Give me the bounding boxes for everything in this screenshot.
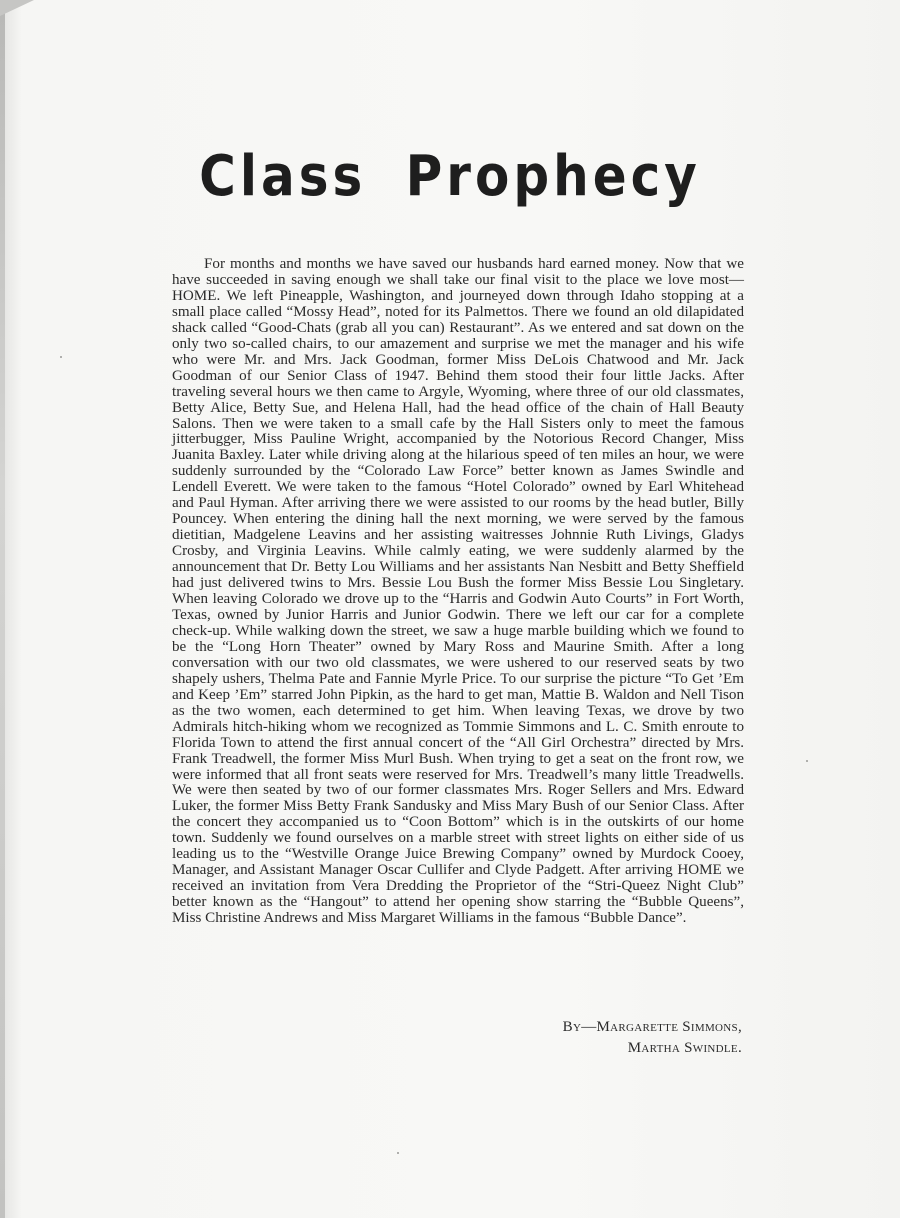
page-title: Class Prophecy <box>199 143 701 209</box>
author-name-1: By—Margarette Simmons, <box>562 1019 742 1035</box>
paper-speck <box>806 760 808 762</box>
paper-speck <box>397 1152 399 1154</box>
author-name-2: Martha Swindle. <box>627 1040 742 1056</box>
page-corner-fold <box>0 0 34 16</box>
author-line-1 <box>460 1019 742 1036</box>
paper-speck <box>60 356 62 358</box>
author-line-2 <box>460 1040 742 1057</box>
prophecy-body-text: For months and months we have saved our husbands hard earned money. Now that we have succeeded in saving enough we shall take our final visit to the place we love most—HOME. We left Pineapple, Washington, and journeyed down through Idaho stopping at a small place called “Mossy Head”, noted for its Palmettos. There we found an old dilapidated shack called “Good-Chats (grab all you can) Restaurant”. As we entered and sat down on the only two so-called chairs, to our amazement and surprise we met the manager and his wife who were Mr. and Mrs. Jack Goodman, former Miss DeLois Chatwood and Mr. Jack Goodman of our Senior Class of 1947. Behind them stood their four little Jacks. After traveling several hours we then came to Argyle, Wyoming, where three of our old classmates, Betty Alice, Betty Sue, and Helena Hall, had the head office of the chain of Hall Beauty Salons. Then we were taken to a small cafe by the Hall Sisters only to meet the famous jitterbugger, Miss Pauline Wright, accompanied by the Notorious Record Changer, Miss Juanita Baxley. Later while driving along at the hilarious speed of ten miles an hour, we were suddenly surrounded by the “Colorado Law Force” better known as James Swindle and Lendell Everett. We were taken to the famous “Hotel Colorado” owned by Earl Whitehead and Paul Hyman. After arriving there we were assisted to our rooms by the head butler, Billy Pouncey. When entering the dining hall the next morning, we were served by the famous dietitian, Madgelene Leavins and her assisting waitresses Johnnie Ruth Livings, Gladys Crosby, and Virginia Leavins. While calmly eating, we were suddenly alarmed by the announcement that Dr. Betty Lou Williams and her assistants Nan Nesbitt and Betty Sheffield had just delivered twins to Mrs. Bessie Lou Bush the former Miss Bessie Lou Singletary. When leaving Colorado we drove up to the “Harris and Godwin Auto Courts” in Fort Worth, Texas, owned by Junior Harris and Junior Godwin. There we left our car for a complete check-up. While walking down the street, we saw a huge marble building which we found to be the “Long Horn Theater” owned by Mary Ross and Maurine Smith. After a long conversation with our two old classmates, we were ushered to our reserved seats by two shapely ushers, Thelma Pate and Fannie Myrle Price. To our surprise the picture “To Get ’Em and Keep ’Em” starred John Pipkin, as the hard to get man, Mattie B. Waldon and Nell Tison as the two women, each determined to get him. When leaving Texas, we drove by two Admirals hitch-hiking whom we recognized as Tommie Simmons and L. C. Smith enroute to Florida Town to attend the first annual concert of the “All Girl Orchestra” directed by Mrs. Frank Treadwell, the former Miss Murl Bush. When trying to get a seat on the front row, we were informed that all front seats were reserved for Mrs. Treadwell’s many little Treadwells. We were then seated by two of our former classmates Mrs. Roger Sellers and Mrs. Edward Luker, the former Miss Betty Frank Sandusky and Miss Mary Bush of our Senior Class. After the concert they accompanied us to “Coon Bottom” which is in the outskirts of our home town. Suddenly we found ourselves on a marble street with street lights on either side of us leading us to the “Westville Orange Juice Brewing Company” owned by Murdock Cooey, Manager, and Assistant Manager Oscar Cullifer and Clyde Padgett. After arriving HOME we received an invitation from Vera Dredding the Proprietor of the “Stri-Queez Night Club” better known as the “Hangout” to attend her opening show starring the “Bubble Queens”, Miss Christine Andrews and Miss Margaret Williams in the famous “Bubble Dance”. <box>172 256 744 927</box>
